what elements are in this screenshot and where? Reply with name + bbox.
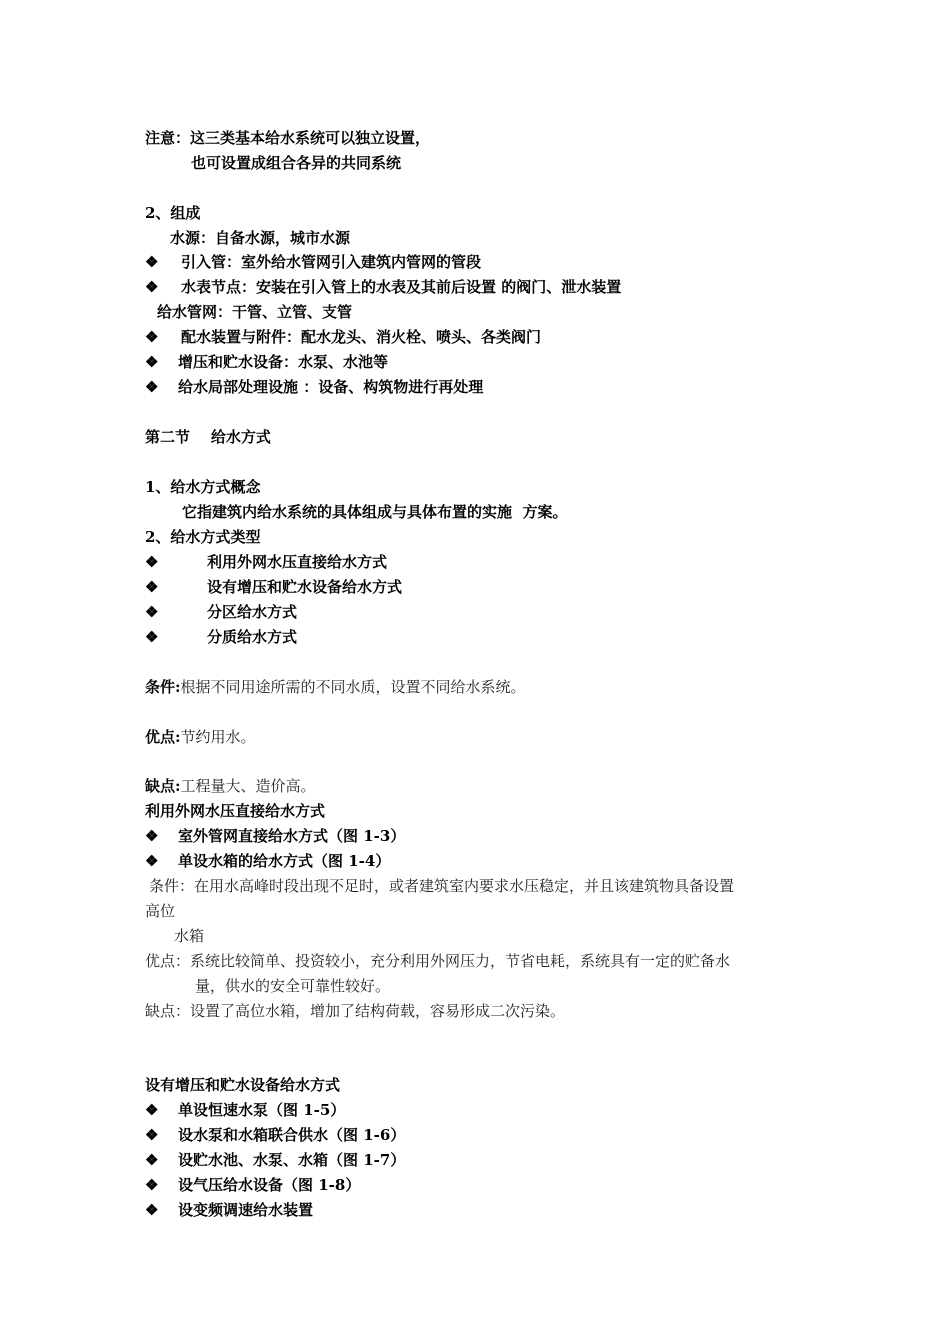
disadvantage-line: 缺点:工程量大、造价高。 [145,777,316,795]
advantage-line: 优点:节约用水。 [145,728,256,746]
bullet-icon: ❖ [145,827,159,845]
list-item: ❖ 水表节点：安装在引入管上的水表及其前后设置 的阀门、泄水装置 [145,278,622,296]
list-item: ❖ 增压和贮水设备：水泵、水池等 [145,353,389,371]
section-title: 第二节 给水方式 [145,428,271,446]
types-heading: 2、给水方式类型 [145,528,261,546]
bullet-icon: ❖ [145,353,159,371]
condition-line: 条件:根据不同用途所需的不同水质，设置不同给水系统。 [145,678,526,696]
bullet-icon: ❖ [145,578,159,596]
list-item: ❖ 分区给水方式 [145,603,298,621]
direct-advantage-line-1: 优点：系统比较简单、投资较小，充分利用外网压力，节省电耗，系统具有一定的贮备水 [145,952,731,970]
list-item: ❖ 给水局部处理设施 ：设备、构筑物进行再处理 [145,378,484,396]
note-line-1: 注意：这三类基本给水系统可以独立设置， [145,129,431,147]
direct-condition-line-3: 水箱 [174,927,205,945]
bullet-icon: ❖ [145,1151,159,1169]
bullet-icon: ❖ [145,1176,159,1194]
bullet-icon: ❖ [145,1101,159,1119]
bullet-icon: ❖ [145,603,159,621]
bullet-icon: ❖ [145,253,159,271]
direct-heading: 利用外网水压直接给水方式 [145,802,326,820]
list-item: ❖ 分质给水方式 [145,628,298,646]
list-item: ❖ 设气压给水设备（图 1-8） [145,1176,361,1194]
bullet-icon: ❖ [145,852,159,870]
concept-text: 它指建筑内给水系统的具体组成与具体布置的实施 方案。 [182,503,568,521]
note-line-2: 也可设置成组合各异的共同系统 [191,154,402,172]
network-line: 给水管网：干管、立管、支管 [157,303,353,321]
list-item: ❖ 配水装置与附件：配水龙头、消火栓、喷头、各类阀门 [145,328,542,346]
direct-condition-line-2: 高位 [145,902,176,920]
concept-heading: 1、给水方式概念 [145,478,261,496]
bullet-icon: ❖ [145,628,159,646]
list-item: ❖ 设有增压和贮水设备给水方式 [145,578,403,596]
composition-heading: 2、组成 [145,204,201,222]
direct-advantage-line-2: 量，供水的安全可靠性较好。 [195,977,391,995]
list-item: ❖ 室外管网直接给水方式（图 1-3） [145,827,406,845]
bullet-icon: ❖ [145,1201,159,1219]
direct-disadvantage-line: 缺点：设置了高位水箱，增加了结构荷载，容易形成二次污染。 [145,1002,566,1020]
bullet-icon: ❖ [145,278,159,296]
boost-heading: 设有增压和贮水设备给水方式 [145,1076,341,1094]
list-item: ❖ 利用外网水压直接给水方式 [145,553,388,571]
direct-condition-line-1: 条件：在用水高峰时段出现不足时，或者建筑室内要求水压稳定，并且该建筑物具备设置 [149,877,735,895]
list-item: ❖ 设变频调速给水装置 [145,1201,314,1219]
list-item: ❖ 设水泵和水箱联合供水（图 1-6） [145,1126,406,1144]
bullet-icon: ❖ [145,1126,159,1144]
water-source-line: 水源：自备水源，城市水源 [170,229,351,247]
list-item: ❖ 单设恒速水泵（图 1-5） [145,1101,346,1119]
list-item: ❖ 设贮水池、水泵、水箱（图 1-7） [145,1151,406,1169]
bullet-icon: ❖ [145,378,159,396]
list-item: ❖ 单设水箱的给水方式（图 1-4） [145,852,391,870]
bullet-icon: ❖ [145,553,159,571]
list-item: ❖ 引入管：室外给水管网引入建筑内管网的管段 [145,253,482,271]
bullet-icon: ❖ [145,328,159,346]
